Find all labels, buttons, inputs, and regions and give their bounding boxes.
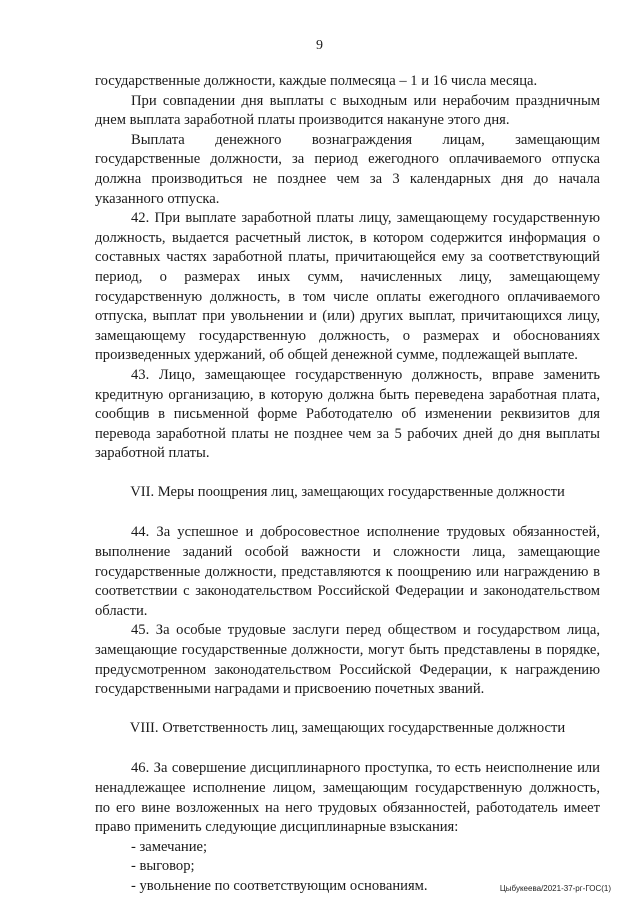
page-number: 9 <box>316 38 323 53</box>
paragraph-46: 46. За совершение дисциплинарного проступка, то есть неисполнение или ненадлежащее исполнение лицом, замещающим государственную должность, по его вине возложенных на него трудовых обязанностей, работодатель имеет право применить следующие дисциплинарные взыскания: <box>95 760 600 836</box>
paragraph: При совпадении дня выплаты с выходным или нерабочим праздничным днем выплата заработной платы производится накануне этого дня. <box>95 92 600 129</box>
document-footer-code: Цыбукеева/2021-37-рг-ГОС(1) <box>499 884 611 893</box>
paragraph-44: 44. За успешное и добросовестное исполнение трудовых обязанностей, выполнение заданий особой важности и сложности лица, замещающие государственные должности, представляются к поощрению или награждению в соответствии с законодательством Российской Федерации и законодательством области. <box>95 524 600 619</box>
list-item: - увольнение по соответствующим основаниям. <box>131 877 428 894</box>
paragraph-continuation: государственные должности, каждые полмесяца – 1 и 16 числа месяца. <box>95 73 538 89</box>
paragraph: Выплата денежного вознаграждения лицам, замещающим государственные должности, за период ежегодного оплачиваемого отпуска должна производиться не позднее чем за 3 календарных дня до начала указанного отпуска. <box>95 131 600 207</box>
list-item: - выговор; <box>131 858 195 875</box>
paragraph-43: 43. Лицо, замещающее государственную должность, вправе заменить кредитную организацию, в которую должна быть переведена заработная плата, сообщив в письменной форме Работодателю об изменении реквизитов для перевода заработной платы не позднее чем за 5 рабочих дней до дня выплаты заработной платы. <box>95 366 600 462</box>
section-heading-viii: VIII. Ответственность лиц, замещающих государственные должности <box>129 719 566 736</box>
section-heading-vii: VII. Меры поощрения лиц, замещающих государственные должности <box>130 483 565 500</box>
document-body <box>95 72 600 897</box>
list-item: - замечание; <box>131 838 208 855</box>
paragraph-42: 42. При выплате заработной платы лицу, замещающему государственную должность, выдается расчетный листок, в котором содержится информация о составных частях заработной платы, причитающейся ему за соответствующий период, о размерах иных сумм, начисленных лицу, замещающему государственную должность, в том числе оплаты ежегодного оплачиваемого отпуска, выплат при увольнении и (или) других выплат, причитающихся лицу, замещающему государственную должность, о размерах и обоснованиях произведенных удержаний, об общей денежной сумме, подлежащей выплате. <box>95 210 600 364</box>
paragraph-45: 45. За особые трудовые заслуги перед обществом и государством лица, замещающие государственные должности, могут быть представлены в порядке, предусмотренном законодательством Российской Федерации, к награждению государственными наградами и присвоению почетных званий. <box>95 622 600 698</box>
